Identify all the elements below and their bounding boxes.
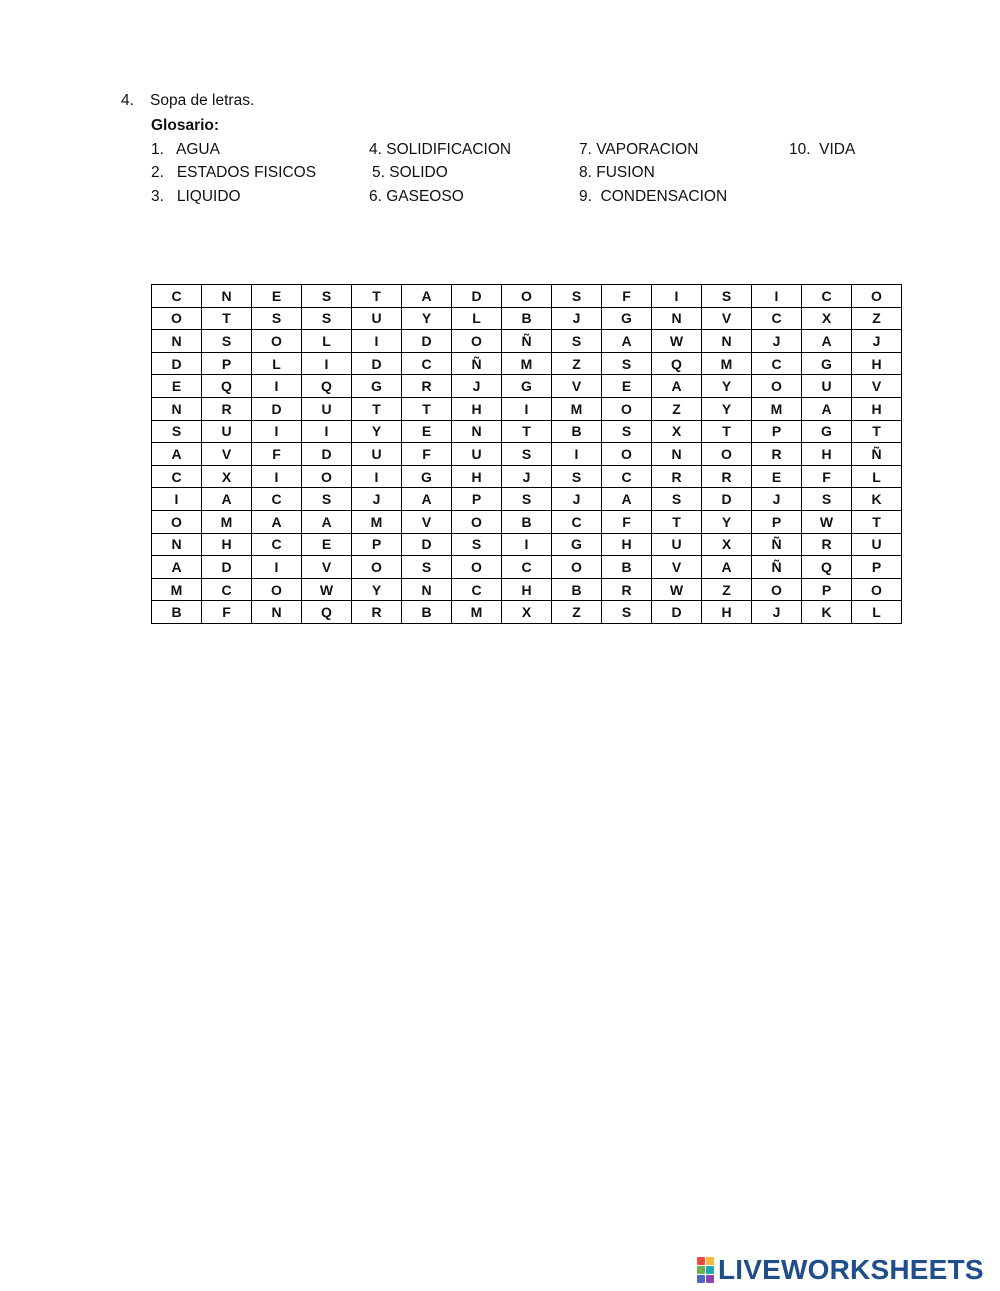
grid-cell[interactable]: A xyxy=(402,488,452,511)
grid-cell[interactable]: I xyxy=(652,285,702,308)
grid-cell[interactable]: S xyxy=(502,443,552,466)
grid-cell[interactable]: B xyxy=(402,601,452,624)
grid-cell[interactable]: D xyxy=(402,533,452,556)
logo-square xyxy=(706,1275,714,1283)
grid-cell[interactable]: F xyxy=(602,285,652,308)
grid-cell[interactable]: V xyxy=(402,510,452,533)
grid-cell[interactable]: S xyxy=(202,330,252,353)
grid-cell[interactable]: X xyxy=(802,307,852,330)
grid-cell[interactable]: G xyxy=(802,420,852,443)
grid-cell[interactable]: S xyxy=(552,330,602,353)
grid-cell[interactable]: F xyxy=(402,443,452,466)
grid-cell[interactable]: A xyxy=(252,510,302,533)
grid-cell[interactable]: V xyxy=(852,375,902,398)
grid-cell[interactable]: S xyxy=(402,556,452,579)
grid-cell[interactable]: Y xyxy=(352,578,402,601)
grid-cell[interactable]: N xyxy=(252,601,302,624)
grid-cell[interactable]: O xyxy=(352,556,402,579)
grid-cell[interactable]: N xyxy=(402,578,452,601)
grid-cell[interactable]: T xyxy=(352,397,402,420)
grid-cell[interactable]: N xyxy=(152,330,202,353)
grid-cell[interactable]: O xyxy=(752,375,802,398)
grid-cell[interactable]: A xyxy=(152,443,202,466)
grid-cell[interactable]: T xyxy=(852,510,902,533)
grid-cell[interactable]: C xyxy=(402,352,452,375)
grid-cell[interactable]: J xyxy=(552,307,602,330)
glossary-title: Glosario: xyxy=(151,117,220,134)
grid-row xyxy=(152,397,902,420)
grid-cell[interactable]: W xyxy=(652,578,702,601)
grid-cell[interactable]: D xyxy=(352,352,402,375)
grid-cell[interactable]: H xyxy=(452,465,502,488)
grid-cell[interactable]: S xyxy=(302,307,352,330)
grid-cell[interactable]: X xyxy=(202,465,252,488)
grid-cell[interactable]: O xyxy=(452,556,502,579)
grid-cell[interactable]: G xyxy=(602,307,652,330)
grid-cell[interactable]: C xyxy=(802,285,852,308)
grid-cell[interactable]: C xyxy=(752,352,802,375)
grid-cell[interactable]: C xyxy=(552,510,602,533)
grid-cell[interactable]: I xyxy=(252,556,302,579)
grid-cell[interactable]: O xyxy=(152,307,202,330)
grid-cell[interactable]: U xyxy=(352,443,402,466)
grid-cell[interactable]: Z xyxy=(652,397,702,420)
grid-cell[interactable]: P xyxy=(752,510,802,533)
grid-cell[interactable]: O xyxy=(852,285,902,308)
grid-cell[interactable]: L xyxy=(452,307,502,330)
grid-cell[interactable]: Q xyxy=(802,556,852,579)
grid-cell[interactable]: T xyxy=(852,420,902,443)
grid-cell[interactable]: D xyxy=(452,285,502,308)
glossary-item-4: 4. SOLIDIFICACION xyxy=(369,141,512,158)
grid-cell[interactable]: S xyxy=(252,307,302,330)
grid-cell[interactable]: X xyxy=(702,533,752,556)
glossary-item-9: 9. CONDENSACION xyxy=(579,188,728,205)
grid-cell[interactable]: C xyxy=(152,465,202,488)
grid-cell[interactable]: M xyxy=(452,601,502,624)
exercise-title: Sopa de letras. xyxy=(150,92,255,109)
grid-cell[interactable]: B xyxy=(552,420,602,443)
grid-cell[interactable]: N xyxy=(652,443,702,466)
grid-cell[interactable]: T xyxy=(202,307,252,330)
grid-cell[interactable]: U xyxy=(352,307,402,330)
grid-cell[interactable]: I xyxy=(352,465,402,488)
glossary-item-5: 5. SOLIDO xyxy=(372,164,448,181)
grid-cell[interactable]: N xyxy=(202,285,252,308)
grid-cell[interactable]: R xyxy=(802,533,852,556)
grid-cell[interactable]: Ñ xyxy=(452,352,502,375)
grid-cell[interactable]: E xyxy=(302,533,352,556)
grid-cell[interactable]: V xyxy=(202,443,252,466)
grid-row xyxy=(152,443,902,466)
grid-cell[interactable]: Q xyxy=(652,352,702,375)
grid-cell[interactable]: I xyxy=(352,330,402,353)
grid-cell[interactable]: X xyxy=(652,420,702,443)
grid-row xyxy=(152,375,902,398)
grid-cell[interactable]: G xyxy=(802,352,852,375)
grid-cell[interactable]: A xyxy=(702,556,752,579)
grid-cell[interactable]: M xyxy=(202,510,252,533)
grid-cell[interactable]: S xyxy=(602,420,652,443)
grid-row xyxy=(152,578,902,601)
grid-cell[interactable]: C xyxy=(502,556,552,579)
grid-cell[interactable]: Z xyxy=(552,601,602,624)
glossary-item-6: 6. GASEOSO xyxy=(369,188,464,205)
grid-cell[interactable]: H xyxy=(852,352,902,375)
grid-cell[interactable]: D xyxy=(702,488,752,511)
grid-cell[interactable]: D xyxy=(202,556,252,579)
grid-cell[interactable]: M xyxy=(352,510,402,533)
grid-cell[interactable]: D xyxy=(402,330,452,353)
grid-cell[interactable]: J xyxy=(752,601,802,624)
grid-cell[interactable]: C xyxy=(602,465,652,488)
grid-cell[interactable]: O xyxy=(452,510,502,533)
grid-row xyxy=(152,556,902,579)
glossary-item-3: 3. LIQUIDO xyxy=(151,188,241,205)
grid-cell[interactable]: E xyxy=(252,285,302,308)
grid-cell[interactable]: B xyxy=(552,578,602,601)
grid-cell[interactable]: G xyxy=(352,375,402,398)
grid-cell[interactable]: N xyxy=(452,420,502,443)
grid-cell[interactable]: N xyxy=(152,533,202,556)
grid-cell[interactable]: M xyxy=(552,397,602,420)
grid-cell[interactable]: J xyxy=(502,465,552,488)
grid-cell[interactable]: R xyxy=(702,465,752,488)
grid-cell[interactable]: P xyxy=(852,556,902,579)
logo-square xyxy=(697,1266,705,1274)
grid-row xyxy=(152,601,902,624)
logo-square xyxy=(706,1266,714,1274)
grid-cell[interactable]: A xyxy=(152,556,202,579)
grid-cell[interactable]: I xyxy=(252,420,302,443)
grid-cell[interactable]: J xyxy=(452,375,502,398)
grid-cell[interactable]: O xyxy=(602,443,652,466)
grid-cell[interactable]: F xyxy=(802,465,852,488)
grid-cell[interactable]: E xyxy=(152,375,202,398)
grid-cell[interactable]: F xyxy=(252,443,302,466)
grid-cell[interactable]: P xyxy=(752,420,802,443)
grid-cell[interactable]: M xyxy=(152,578,202,601)
grid-row xyxy=(152,420,902,443)
glossary-item-2: 2. ESTADOS FISICOS xyxy=(151,164,317,181)
grid-cell[interactable]: I xyxy=(302,420,352,443)
grid-cell[interactable]: C xyxy=(452,578,502,601)
logo-square xyxy=(706,1257,714,1265)
grid-cell[interactable]: S xyxy=(602,352,652,375)
grid-cell[interactable]: S xyxy=(552,465,602,488)
grid-cell[interactable]: O xyxy=(252,578,302,601)
grid-cell[interactable]: Q xyxy=(302,375,352,398)
grid-cell[interactable]: A xyxy=(652,375,702,398)
grid-cell[interactable]: G xyxy=(502,375,552,398)
grid-cell[interactable]: H xyxy=(702,601,752,624)
grid-cell[interactable]: R xyxy=(602,578,652,601)
grid-cell[interactable]: T xyxy=(402,397,452,420)
grid-row xyxy=(152,533,902,556)
grid-cell[interactable]: V xyxy=(302,556,352,579)
exercise-number: 4. xyxy=(121,92,134,109)
grid-cell[interactable]: K xyxy=(802,601,852,624)
liveworksheets-brand xyxy=(697,1254,984,1286)
grid-cell[interactable]: H xyxy=(802,443,852,466)
grid-cell[interactable]: I xyxy=(752,285,802,308)
grid-cell[interactable]: Ñ xyxy=(502,330,552,353)
grid-cell[interactable]: O xyxy=(302,465,352,488)
grid-cell[interactable]: P xyxy=(802,578,852,601)
grid-cell[interactable]: C xyxy=(252,533,302,556)
grid-cell[interactable]: L xyxy=(252,352,302,375)
grid-cell[interactable]: I xyxy=(552,443,602,466)
grid-cell[interactable]: L xyxy=(852,601,902,624)
grid-cell[interactable]: R xyxy=(752,443,802,466)
logo-square xyxy=(697,1275,705,1283)
grid-cell[interactable]: Ñ xyxy=(752,556,802,579)
grid-cell[interactable]: A xyxy=(802,330,852,353)
grid-cell[interactable]: A xyxy=(302,510,352,533)
grid-cell[interactable]: H xyxy=(202,533,252,556)
grid-cell[interactable]: M xyxy=(752,397,802,420)
logo-square xyxy=(697,1257,705,1265)
grid-cell[interactable]: U xyxy=(652,533,702,556)
grid-cell[interactable]: Z xyxy=(702,578,752,601)
grid-cell[interactable]: R xyxy=(352,601,402,624)
liveworksheets-logo-icon xyxy=(697,1257,714,1283)
grid-cell[interactable]: D xyxy=(302,443,352,466)
grid-cell[interactable]: C xyxy=(252,488,302,511)
grid-cell[interactable]: O xyxy=(452,330,502,353)
grid-cell[interactable]: O xyxy=(252,330,302,353)
grid-cell[interactable]: P xyxy=(202,352,252,375)
grid-cell[interactable]: C xyxy=(152,285,202,308)
grid-cell[interactable]: U xyxy=(202,420,252,443)
grid-cell[interactable]: N xyxy=(152,397,202,420)
grid-cell[interactable]: W xyxy=(802,510,852,533)
grid-cell[interactable]: N xyxy=(702,330,752,353)
word-search-grid xyxy=(151,284,902,624)
grid-cell[interactable]: O xyxy=(552,556,602,579)
grid-cell[interactable]: G xyxy=(552,533,602,556)
grid-cell[interactable]: A xyxy=(802,397,852,420)
grid-cell[interactable]: B xyxy=(152,601,202,624)
grid-cell[interactable]: M xyxy=(702,352,752,375)
grid-cell[interactable]: A xyxy=(602,488,652,511)
grid-cell[interactable]: M xyxy=(502,352,552,375)
grid-cell[interactable]: U xyxy=(452,443,502,466)
grid-cell[interactable]: S xyxy=(302,285,352,308)
grid-cell[interactable]: A xyxy=(202,488,252,511)
grid-cell[interactable]: J xyxy=(552,488,602,511)
grid-cell[interactable]: Y xyxy=(402,307,452,330)
grid-cell[interactable]: B xyxy=(602,556,652,579)
grid-cell[interactable]: I xyxy=(252,375,302,398)
grid-cell[interactable]: Ñ xyxy=(852,443,902,466)
grid-cell[interactable]: U xyxy=(802,375,852,398)
grid-cell[interactable]: U xyxy=(852,533,902,556)
grid-cell[interactable]: V xyxy=(652,556,702,579)
grid-cell[interactable]: Z xyxy=(852,307,902,330)
grid-cell[interactable]: Ñ xyxy=(752,533,802,556)
grid-cell[interactable]: P xyxy=(452,488,502,511)
grid-row xyxy=(152,465,902,488)
grid-cell[interactable]: A xyxy=(602,330,652,353)
grid-cell[interactable]: E xyxy=(752,465,802,488)
grid-cell[interactable]: O xyxy=(602,397,652,420)
glossary-item-1: 1. AGUA xyxy=(151,141,220,158)
grid-cell[interactable]: T xyxy=(652,510,702,533)
grid-cell[interactable]: W xyxy=(652,330,702,353)
grid-cell[interactable]: O xyxy=(702,443,752,466)
grid-cell[interactable]: Q xyxy=(202,375,252,398)
grid-cell[interactable]: B xyxy=(502,510,552,533)
grid-cell[interactable]: X xyxy=(502,601,552,624)
grid-cell[interactable]: C xyxy=(202,578,252,601)
glossary-item-8: 8. FUSION xyxy=(579,164,655,181)
grid-cell[interactable]: H xyxy=(852,397,902,420)
grid-cell[interactable]: J xyxy=(752,488,802,511)
grid-cell[interactable]: E xyxy=(602,375,652,398)
grid-cell[interactable]: Y xyxy=(702,510,752,533)
grid-row xyxy=(152,330,902,353)
grid-cell[interactable]: D xyxy=(252,397,302,420)
grid-cell[interactable]: V xyxy=(552,375,602,398)
grid-row xyxy=(152,307,902,330)
grid-cell[interactable]: C xyxy=(752,307,802,330)
grid-cell[interactable]: O xyxy=(752,578,802,601)
grid-cell[interactable]: S xyxy=(552,285,602,308)
grid-cell[interactable]: A xyxy=(402,285,452,308)
grid-cell[interactable]: I xyxy=(152,488,202,511)
grid-cell[interactable]: H xyxy=(452,397,502,420)
grid-row xyxy=(152,510,902,533)
grid-cell[interactable]: V xyxy=(702,307,752,330)
exercise-heading xyxy=(121,92,254,110)
grid-cell[interactable]: S xyxy=(602,601,652,624)
grid-cell[interactable]: I xyxy=(252,465,302,488)
grid-cell[interactable]: R xyxy=(402,375,452,398)
grid-cell[interactable]: Y xyxy=(352,420,402,443)
grid-cell[interactable]: F xyxy=(202,601,252,624)
grid-cell[interactable]: U xyxy=(302,397,352,420)
grid-row xyxy=(152,488,902,511)
grid-cell[interactable]: J xyxy=(352,488,402,511)
grid-cell[interactable]: I xyxy=(502,397,552,420)
grid-cell[interactable]: H xyxy=(502,578,552,601)
grid-cell[interactable]: G xyxy=(402,465,452,488)
grid-cell[interactable]: J xyxy=(852,330,902,353)
glossary-item-7: 7. VAPORACION xyxy=(579,141,699,158)
grid-cell[interactable]: S xyxy=(302,488,352,511)
grid-cell[interactable]: Q xyxy=(302,601,352,624)
grid-cell[interactable]: D xyxy=(652,601,702,624)
grid-cell[interactable]: S xyxy=(502,488,552,511)
grid-cell[interactable]: S xyxy=(652,488,702,511)
grid-cell[interactable]: B xyxy=(502,307,552,330)
grid-cell[interactable]: L xyxy=(302,330,352,353)
word-search-table xyxy=(151,284,902,624)
grid-cell[interactable]: R xyxy=(202,397,252,420)
grid-cell[interactable]: T xyxy=(502,420,552,443)
grid-cell[interactable]: L xyxy=(852,465,902,488)
grid-row xyxy=(152,352,902,375)
grid-cell[interactable]: W xyxy=(302,578,352,601)
grid-cell[interactable]: E xyxy=(402,420,452,443)
grid-cell[interactable]: T xyxy=(702,420,752,443)
grid-cell[interactable]: O xyxy=(502,285,552,308)
grid-cell[interactable]: D xyxy=(152,352,202,375)
grid-cell[interactable]: S xyxy=(702,285,752,308)
grid-cell[interactable]: T xyxy=(352,285,402,308)
grid-cell[interactable]: K xyxy=(852,488,902,511)
grid-cell[interactable]: O xyxy=(852,578,902,601)
grid-cell[interactable]: I xyxy=(502,533,552,556)
grid-cell[interactable]: Y xyxy=(702,397,752,420)
grid-cell[interactable]: H xyxy=(602,533,652,556)
grid-cell[interactable]: O xyxy=(152,510,202,533)
grid-cell[interactable]: I xyxy=(302,352,352,375)
grid-cell[interactable]: Z xyxy=(552,352,602,375)
grid-row xyxy=(152,285,902,308)
grid-cell[interactable]: Y xyxy=(702,375,752,398)
grid-cell[interactable]: P xyxy=(352,533,402,556)
grid-cell[interactable]: S xyxy=(802,488,852,511)
grid-cell[interactable]: F xyxy=(602,510,652,533)
grid-cell[interactable]: R xyxy=(652,465,702,488)
grid-cell[interactable]: N xyxy=(652,307,702,330)
grid-cell[interactable]: S xyxy=(152,420,202,443)
brand-name: LIVEWORKSHEETS xyxy=(718,1254,984,1285)
glossary-item-10: 10. VIDA xyxy=(789,141,856,158)
grid-cell[interactable]: J xyxy=(752,330,802,353)
grid-cell[interactable]: S xyxy=(452,533,502,556)
